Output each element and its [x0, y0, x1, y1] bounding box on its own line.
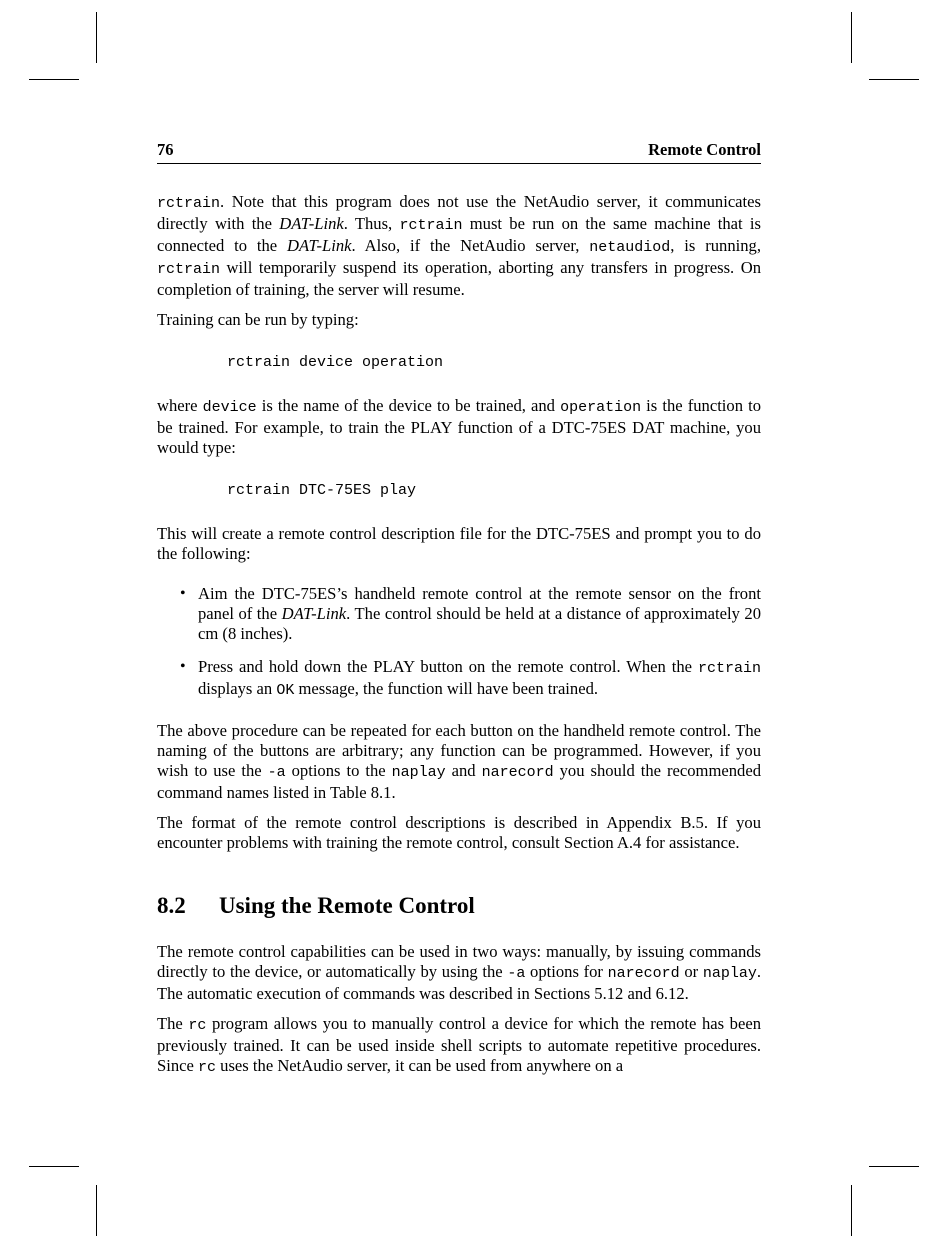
text: will temporarily suspend its operation, aborting any transfers in progress. On completion of training, the server will resume. — [157, 258, 761, 299]
code-block-rctrain-example: rctrain DTC-75ES play — [227, 482, 417, 499]
text: uses the NetAudio server, it can be used from anywhere on a — [216, 1056, 624, 1075]
crop-mark-top-right-h — [869, 79, 919, 80]
code-narecord: narecord — [481, 764, 554, 781]
text: . Also, if the NetAudio server, — [351, 236, 590, 255]
list-item — [157, 657, 761, 701]
text: is the function to be trained. For example, to train the PLAY function of a DTC-75ES DAT machine, you would type: — [157, 396, 762, 457]
paragraph-capabilities — [157, 942, 761, 1004]
paragraph-device-operation — [157, 396, 761, 458]
paragraph-training-run: Training can be run by typing: — [157, 310, 359, 329]
text: program allows you to manually control a device for which the remote has been previously trained. It can be used inside shell scripts to automate repetitive procedures. Since — [157, 1014, 761, 1075]
running-header — [157, 140, 761, 164]
code-block-rctrain-usage: rctrain device operation — [227, 354, 444, 371]
text: . Note that this program does not use the NetAudio server, it communicates directly with the — [157, 192, 761, 233]
section-title: Using the Remote Control — [219, 893, 475, 918]
paragraph-rc-program — [157, 1014, 761, 1078]
code-rc: rc — [188, 1017, 207, 1034]
code-naplay: naplay — [391, 764, 446, 781]
code-a-option: -a — [267, 764, 286, 781]
bullet-icon: • — [180, 585, 186, 602]
text: options to the — [285, 761, 392, 780]
bullet-list — [157, 584, 761, 701]
page-number: 76 — [157, 140, 174, 159]
text: . Thus, — [343, 214, 400, 233]
code-device: device — [202, 399, 257, 416]
crop-mark-top-left — [96, 12, 97, 63]
code-a-option: -a — [507, 965, 526, 982]
code-rctrain: rctrain — [399, 217, 463, 234]
paragraph-rctrain-intro — [157, 192, 761, 300]
list-item — [157, 584, 761, 644]
code-rctrain: rctrain — [157, 261, 221, 278]
code-rc: rc — [198, 1059, 217, 1076]
text: The — [157, 1014, 189, 1033]
text: . The automatic execution of commands was described in Sections 5.12 and 6.12. — [157, 962, 761, 1003]
text: Press and hold down the PLAY button on the remote control. When the — [198, 657, 698, 676]
text: or — [679, 962, 703, 981]
text: must be run on the same machine that is connected to the — [157, 214, 761, 255]
crop-mark-top-right — [851, 12, 852, 63]
code-operation: operation — [560, 399, 642, 416]
text: where — [157, 396, 203, 415]
text: you should the recommended command names listed in Table 8.1. — [157, 761, 761, 802]
code-ok: OK — [276, 682, 295, 699]
bullet-icon: • — [180, 658, 186, 675]
section-number: 8.2 — [157, 893, 186, 918]
code-rctrain: rctrain — [697, 660, 761, 677]
text: The above procedure can be repeated for each button on the handheld remote control. The naming of the buttons are arbitrary; any function can be programmed. However, if you wish to use the — [157, 721, 761, 780]
text: . The control should be held at a distance of approximately 20 cm (8 inches). — [198, 604, 761, 643]
paragraph-repeat-procedure — [157, 721, 761, 803]
crop-mark-bottom-left — [96, 1185, 97, 1236]
text: Aim the DTC-75ES’s handheld remote control at the remote sensor on the front panel of the — [198, 584, 761, 623]
code-narecord: narecord — [607, 965, 680, 982]
crop-mark-bottom-left-h — [29, 1166, 79, 1167]
crop-mark-top-left-h — [29, 79, 79, 80]
paragraph-format-description: The format of the remote control descriptions is described in Appendix B.5. If you encounter problems with training the remote control, consult Section A.4 for assistance. — [157, 813, 761, 852]
section-heading — [157, 892, 761, 920]
crop-mark-bottom-right — [851, 1185, 852, 1236]
paragraph-create-description: This will create a remote control description file for the DTC-75ES and prompt you to do the following: — [157, 524, 761, 563]
emph-dat-link: DAT-Link — [279, 214, 344, 233]
text: and — [445, 761, 482, 780]
text: , is running, — [670, 236, 761, 255]
text: displays an — [198, 679, 277, 698]
text: options for — [525, 962, 608, 981]
text: is the name of the device to be trained, and — [256, 396, 561, 415]
emph-dat-link: DAT-Link — [287, 236, 352, 255]
code-netaudiod: netaudiod — [589, 239, 671, 256]
chapter-title: Remote Control — [648, 140, 761, 159]
page-body — [157, 192, 761, 1078]
code-naplay: naplay — [702, 965, 757, 982]
code-rctrain: rctrain — [157, 195, 221, 212]
emph-dat-link: DAT-Link — [281, 604, 347, 623]
crop-mark-bottom-right-h — [869, 1166, 919, 1167]
text: The remote control capabilities can be used in two ways: manually, by issuing commands directly to the device, or automatically by using the — [157, 942, 761, 981]
text: message, the function will have been trained. — [294, 679, 599, 698]
